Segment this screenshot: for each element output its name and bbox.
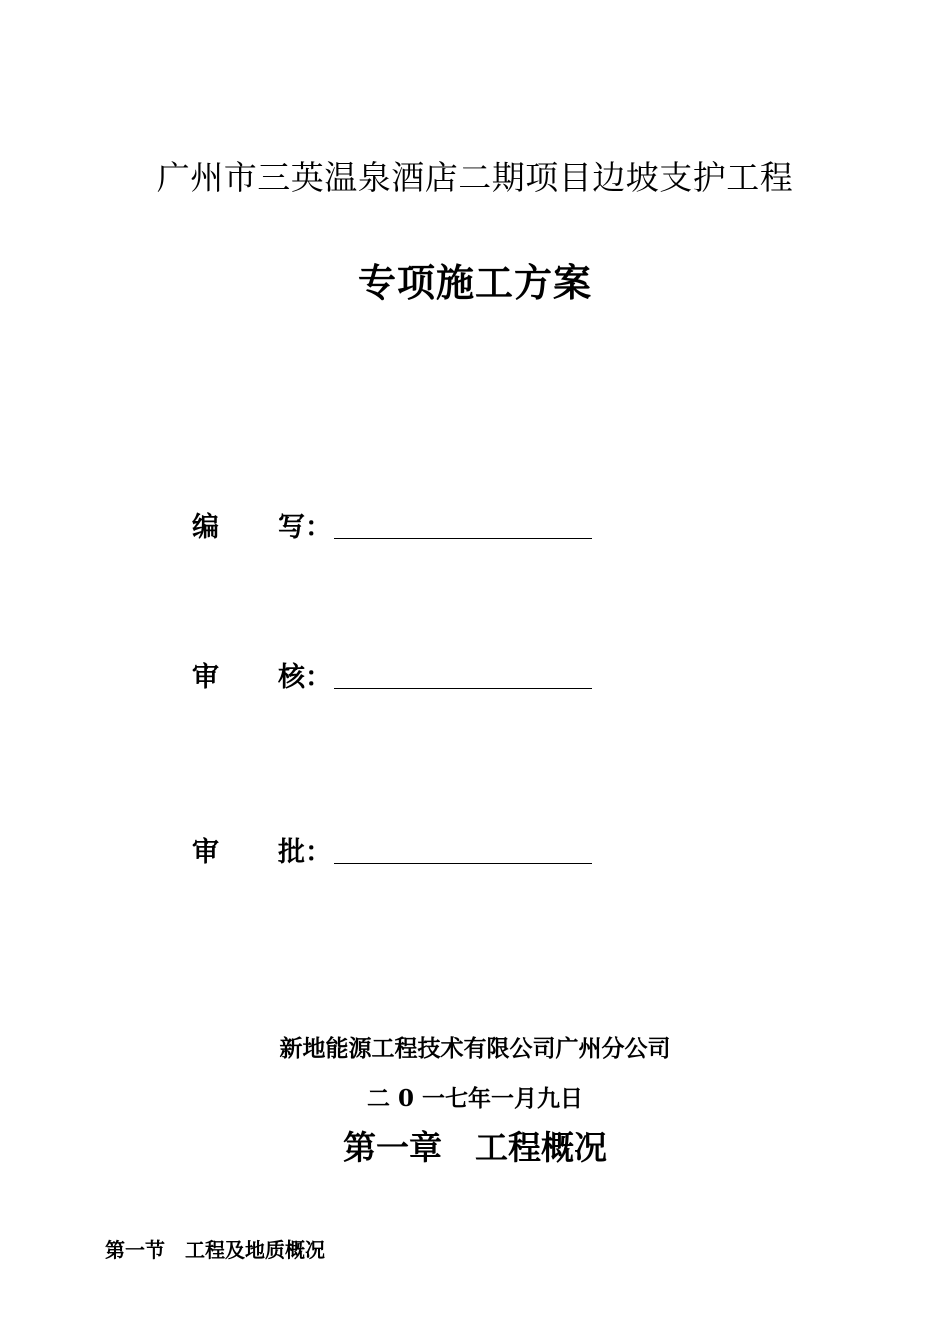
signature-row-approver <box>192 830 612 870</box>
signature-label-char: 写： <box>278 512 332 543</box>
signature-label-char: 核： <box>278 662 332 693</box>
signature-line <box>334 863 592 864</box>
signature-line <box>334 538 592 539</box>
signature-label-char: 批： <box>278 837 332 868</box>
document-title: 专项施工方案 <box>357 260 592 305</box>
company-name: 新地能源工程技术有限公司广州分公司 <box>279 1035 671 1062</box>
section-heading: 第一节 工程及地质概况 <box>105 1238 325 1262</box>
signature-label-char: 审 <box>192 837 219 868</box>
document-date: 二 0 一七年一月九日 <box>366 1085 584 1112</box>
signature-line <box>334 688 592 689</box>
signature-row-author <box>192 505 612 545</box>
project-title: 广州市三英温泉酒店二期项目边坡支护工程 <box>156 158 794 197</box>
signature-row-reviewer <box>192 655 612 695</box>
chapter-heading: 第一章 工程概况 <box>343 1128 607 1167</box>
signature-label-char: 审 <box>192 662 219 693</box>
signature-label-char: 编 <box>192 512 219 543</box>
